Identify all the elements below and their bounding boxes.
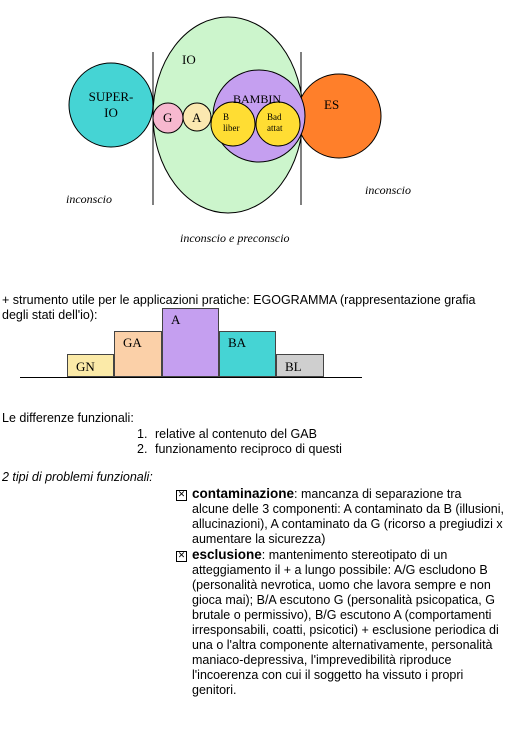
differenze-item-1 <box>137 427 317 442</box>
ego-states-diagram <box>0 0 524 250</box>
bad-attat-label: Bad attat <box>267 112 283 133</box>
differenze-item-1-text: relative al contenuto del GAB <box>155 427 317 441</box>
esclusione-term: esclusione <box>192 547 262 562</box>
es-circle <box>297 74 381 158</box>
diagram-caption: inconscio e preconscio <box>180 231 290 245</box>
egogram-bar-gn <box>67 354 114 377</box>
io-label: IO <box>182 52 196 67</box>
list-number: 1. <box>137 427 148 441</box>
problemi-title: 2 tipi di problemi funzionali: <box>2 470 153 484</box>
differenze-item-2 <box>137 442 342 457</box>
a-label: A <box>192 110 202 125</box>
intro-line-2: degli stati dell'io): <box>2 308 98 322</box>
intro-line-1: + strumento utile per le applicazioni pratiche: EGOGRAMMA (rappresentazione grafia <box>2 293 476 307</box>
esclusione-line-4: gioca mai); B/A escutono G (personalità psicopatica, G <box>192 593 495 607</box>
checkbox-esclusione-icon: ✕ <box>177 551 186 561</box>
egogram-bar-label: GN <box>76 359 95 374</box>
esclusione-line-7: una o l'altra componente alternativamente, personalità <box>192 638 493 652</box>
egogram-bar-label: GA <box>123 335 142 350</box>
egogram-bar-label: BL <box>285 359 302 374</box>
esclusione-line-1-text: : mantenimento stereotipato di un <box>261 548 448 562</box>
es-label: ES <box>324 97 340 112</box>
contaminazione-block <box>192 486 510 547</box>
contaminazione-line-1-text: : mancanza di separazione tra <box>294 487 462 501</box>
checkbox-contaminazione-icon: ✕ <box>177 490 186 500</box>
egogram-bar-a <box>162 308 219 377</box>
egogram-bar-label: BA <box>228 335 247 350</box>
contaminazione-line-1 <box>192 486 510 502</box>
superio-label: SUPER-IO <box>88 89 134 120</box>
egogram-bar-bl <box>276 354 324 377</box>
contaminazione-line-4: aumentare la sicurezza) <box>192 532 326 546</box>
bambin-label: BAMBIN <box>233 92 282 106</box>
esclusione-block <box>192 547 510 698</box>
contaminazione-term: contaminazione <box>192 486 295 501</box>
egogram-bar-label: A <box>171 312 181 327</box>
g-label: G <box>163 110 173 125</box>
egogram-bar-ba <box>219 331 276 377</box>
esclusione-line-3: (personalità nevrotica, uomo che lavora sempre e non <box>192 578 491 592</box>
esclusione-line-6: irresponsabili, coatti, psicotici) + esclusione periodica di <box>192 623 499 637</box>
b-liber-label: B liber <box>223 112 240 133</box>
contaminazione-line-2: alcune delle 3 componenti: A contaminato da B (illusioni, <box>192 502 504 516</box>
esclusione-line-5: brutale o permissivo), B/G escutono A (comportamenti <box>192 608 492 622</box>
egogram-baseline <box>20 377 362 378</box>
esclusione-line-10: genitori. <box>192 683 237 697</box>
egogram-bar-ga <box>114 331 162 377</box>
esclusione-line-2: atteggiamento il + a lungo possibile: A/G escludono B <box>192 563 488 577</box>
inconscio-left-label: inconscio <box>66 192 112 206</box>
esclusione-line-8: maniaco-depressiva, l'imprevedibilità riproduce <box>192 653 452 667</box>
esclusione-line-9: l'incoerenza con cui il soggetto ha vissuto i propri <box>192 668 464 682</box>
list-number: 2. <box>137 442 148 456</box>
differenze-item-2-text: funzionamento reciproco di questi <box>155 442 342 456</box>
differenze-title: Le differenze funzionali: <box>2 411 134 425</box>
esclusione-line-1 <box>192 547 510 563</box>
contaminazione-line-3: allucinazioni), A contaminato da G (ricorso a pregiudizi x <box>192 517 503 531</box>
inconscio-right-label: inconscio <box>365 183 411 197</box>
